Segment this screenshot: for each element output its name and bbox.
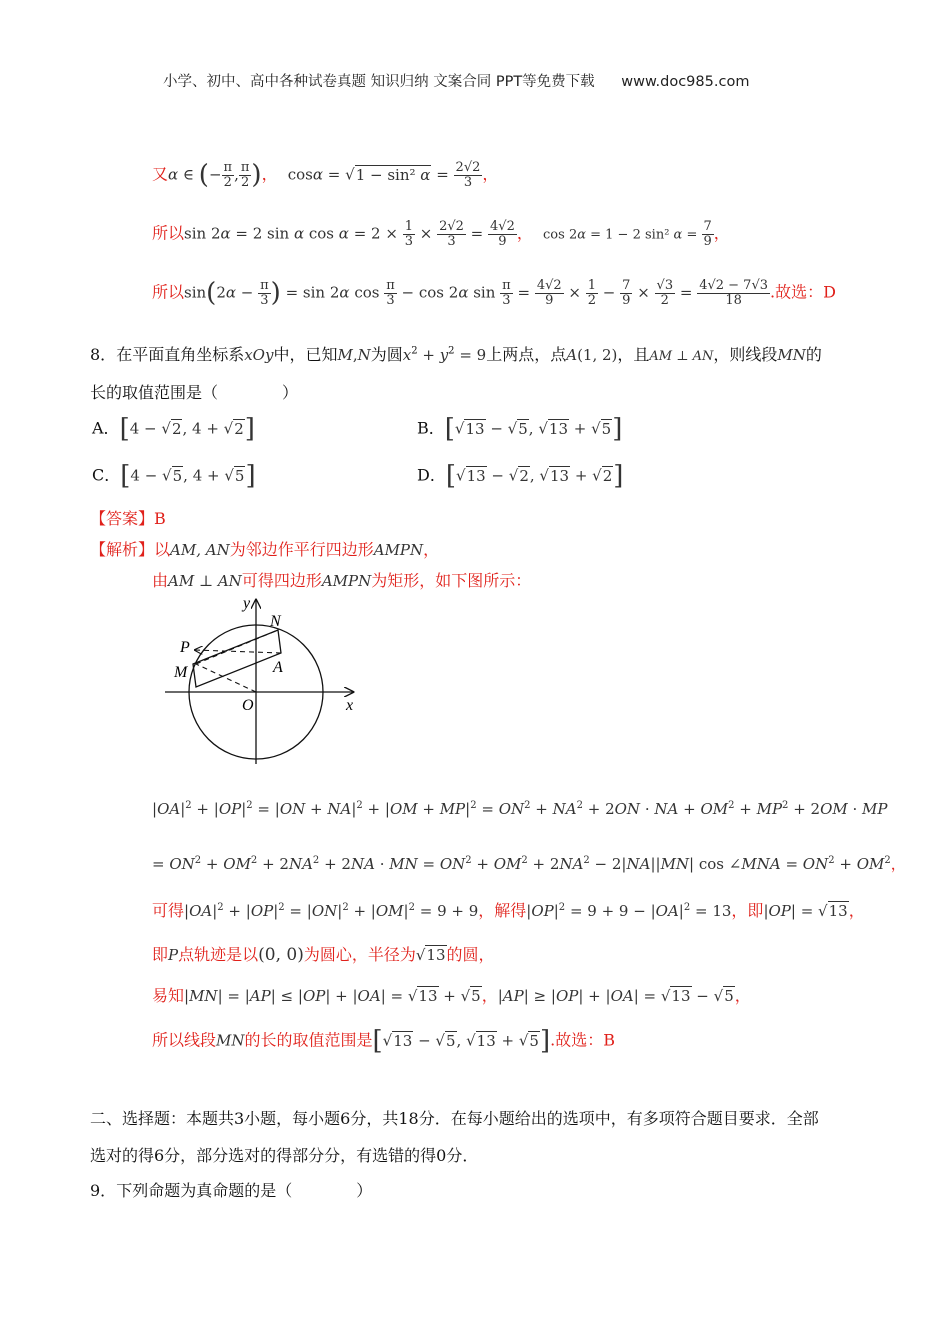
analysis-line-7: 易知|MN| = |AP| ≤ |OP| + |OA| = √13 + √5，|AP| ≥ |OP| + |OA| = √13 − √5， [152, 986, 751, 1005]
analysis-line-8: 所以线段MN的长的取值范围是[√13 − √5, √13 + √5].故选：B [152, 1026, 615, 1056]
page-header [163, 70, 749, 91]
solution-line-1: 又α ∈ (− $\frac{\pi}{2}$ , $\frac{\pi}{2}$ )， cosα = √1 − sin² α = $\frac{2√2}{3}$ ， [152, 159, 499, 190]
answer-line: 【答案】B [90, 509, 166, 528]
label-a: A [273, 659, 283, 676]
option-b[interactable]: B．[√13 − √5, √13 + √5] [417, 414, 623, 444]
question-8-line-1: 8．在平面直角坐标系xOy中，已知M,N为圆$x^2 + y^2 = 9$上两点，点A(1, 2)，且AM ⊥ AN，则线段MN的 [90, 345, 822, 364]
analysis-line-1: 【解析】以AM, AN为邻边作平行四边形AMPN， [90, 540, 440, 559]
label-o: O [242, 697, 254, 714]
option-c[interactable]: C．[4 − √5, 4 + √5] [92, 461, 256, 491]
label-you: 又 [152, 164, 169, 184]
segment-ap [195, 650, 281, 653]
solution-line-3: 所以sin(2α − $\frac{\pi}{3}$ ) = sin 2α cos $\frac{\pi}{3}$ − cos 2α sin $\frac{\pi}{3}$ = $\frac{4√2}{9}$ × $\frac{1}{2}$ − $\frac{7}{9}$ × $\frac{√3}{2}$ = $\frac{4√2 - 7√3}{18}$ .故选：D [152, 277, 836, 308]
analysis-line-6: 即P点轨迹是以(0, 0)为圆心，半径为√13的圆， [152, 945, 495, 965]
label-x: x [346, 697, 354, 714]
circle-figure [160, 592, 370, 772]
question-8-line-2: 长的取值范围是（ ） [90, 383, 299, 402]
label-n: N [270, 613, 281, 630]
question-9: 9．下列命题为真命题的是（ ） [90, 1181, 373, 1200]
section-2-line-1: 二、选择题：本题共3小题，每小题6分，共18分．在每小题给出的选项中，有多项符合题目要求．全部 [90, 1109, 819, 1128]
equation-line-2: = $ON^2 + OM^2 + 2NA^2 + 2NA$ · MN = $ON^2 + OM^2 + 2NA^2 - 2|NA||MN|$ cos ∠MNA = $ON^2 + OM^2$， [152, 855, 906, 873]
option-d[interactable]: D．[√13 − √2, √13 + √2] [417, 461, 624, 491]
analysis-line-2: 由AM ⊥ AN可得四边形AMPN为矩形，如下图所示： [152, 571, 532, 590]
section-2-line-2: 选对的得6分，部分选对的得部分分，有选错的得0分． [90, 1146, 479, 1165]
header-site: www.doc985.com [621, 74, 750, 90]
rectangle-ampn [193, 630, 281, 687]
label-p: P [180, 639, 190, 656]
equation-line-1: $|OA|^2 + |OP|^2 = |ON + NA|^2 + |OM + MP|^2 = ON^2 + NA^2 + 2ON$ · NA + $OM^2 + MP^2 + 2OM$ · MP [152, 800, 888, 818]
label-m: M [174, 664, 188, 681]
analysis-line-5: 可得$|OA|^2 + |OP|^2 = |ON|^2 + |OM|^2 = 9 + 9$，解得$|OP|^2 = 9 + 9 - |OA|^2 = 13$，即|OP| = √13， [152, 901, 865, 920]
segment-om [196, 664, 256, 692]
label-y: y [243, 595, 251, 612]
header-text: 小学、初中、高中各种试卷真题 知识归纳 文案合同 PPT等免费下载 [163, 74, 595, 90]
option-a[interactable]: A．[4 − √2, 4 + √2] [92, 414, 255, 444]
solution-line-2: 所以sin 2α = 2 sin α cos α = 2 × $\frac{1}{3}$ × $\frac{2√2}{3}$ = $\frac{4√2}{9}$ ， cos 2α = 1 − 2 sin² α = $\frac{7}{9}$ ， [152, 219, 730, 249]
